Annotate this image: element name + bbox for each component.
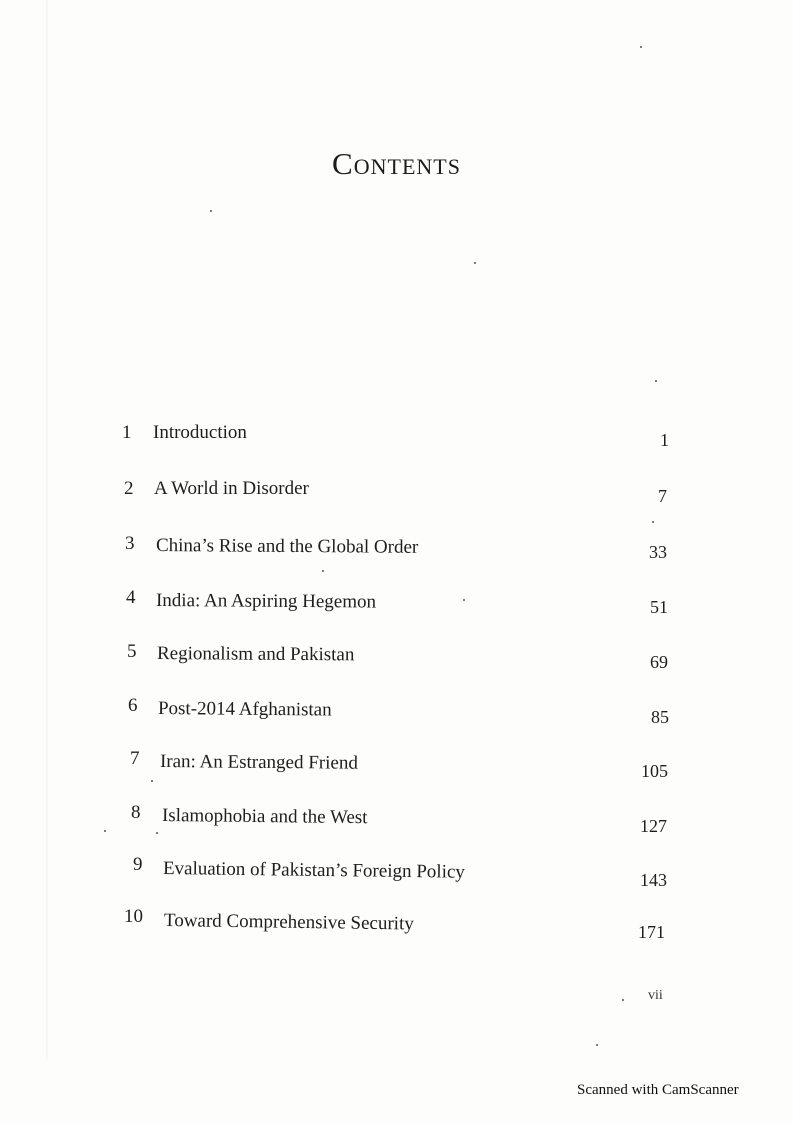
toc-entry-title: Iran: An Estranged Friend [159,751,358,774]
toc-entry-page: 85 [651,707,669,727]
toc-entry-title: A World in Disorder [154,478,309,499]
toc-entry-title: Introduction [153,422,247,443]
toc-entry-page: 51 [650,597,668,617]
scan-speck [474,262,476,264]
toc-entry-title: Islamophobia and the West [161,805,368,829]
scan-speck [151,780,153,782]
toc-entry-number: 2 [124,478,134,499]
scanner-watermark: Scanned with CamScanner [577,1082,739,1098]
toc-entry-title: India: An Aspiring Hegemon [155,590,377,613]
toc-entry-title: Evaluation of Pakistan’s Foreign Policy [162,858,465,883]
scan-speck [596,1044,598,1046]
toc-entry-page: 105 [641,761,668,781]
toc-entry-number: 5 [127,641,137,662]
scan-speck [156,832,158,834]
toc-entry-title: Toward Comprehensive Security [163,910,414,935]
contents-heading: Contents [332,146,461,181]
toc-entry-title: China’s Rise and the Global Order [155,535,419,558]
scan-speck [322,570,324,572]
scan-speck [622,999,624,1001]
toc-entry-title: Regionalism and Pakistan [156,643,355,666]
toc-entry-page: 127 [640,816,667,836]
toc-entry-page: 33 [649,542,667,562]
toc-entry-number: 7 [130,748,140,769]
toc-entry-number: 10 [124,906,143,927]
scan-speck [463,599,465,601]
toc-entry-number: 8 [131,802,141,823]
toc-entry-page: 7 [658,486,667,506]
toc-entry-page: 171 [638,922,665,942]
toc-entry-number: 6 [128,695,138,716]
scan-speck [104,830,106,832]
scan-speck [640,46,642,48]
scan-speck [655,380,657,382]
toc-entry-title: Post-2014 Afghanistan [157,698,332,721]
toc-entry-number: 1 [122,422,132,443]
toc-entry-page: 69 [650,652,668,672]
toc-entry-number: 4 [126,587,136,608]
page-number: vii [648,988,663,1003]
toc-entry-number: 3 [125,533,135,554]
toc-entry-number: 9 [133,854,143,875]
toc-entry-page: 1 [660,430,669,450]
scan-speck [652,521,654,523]
toc-entry-page: 143 [640,870,667,890]
scan-speck [210,210,212,212]
